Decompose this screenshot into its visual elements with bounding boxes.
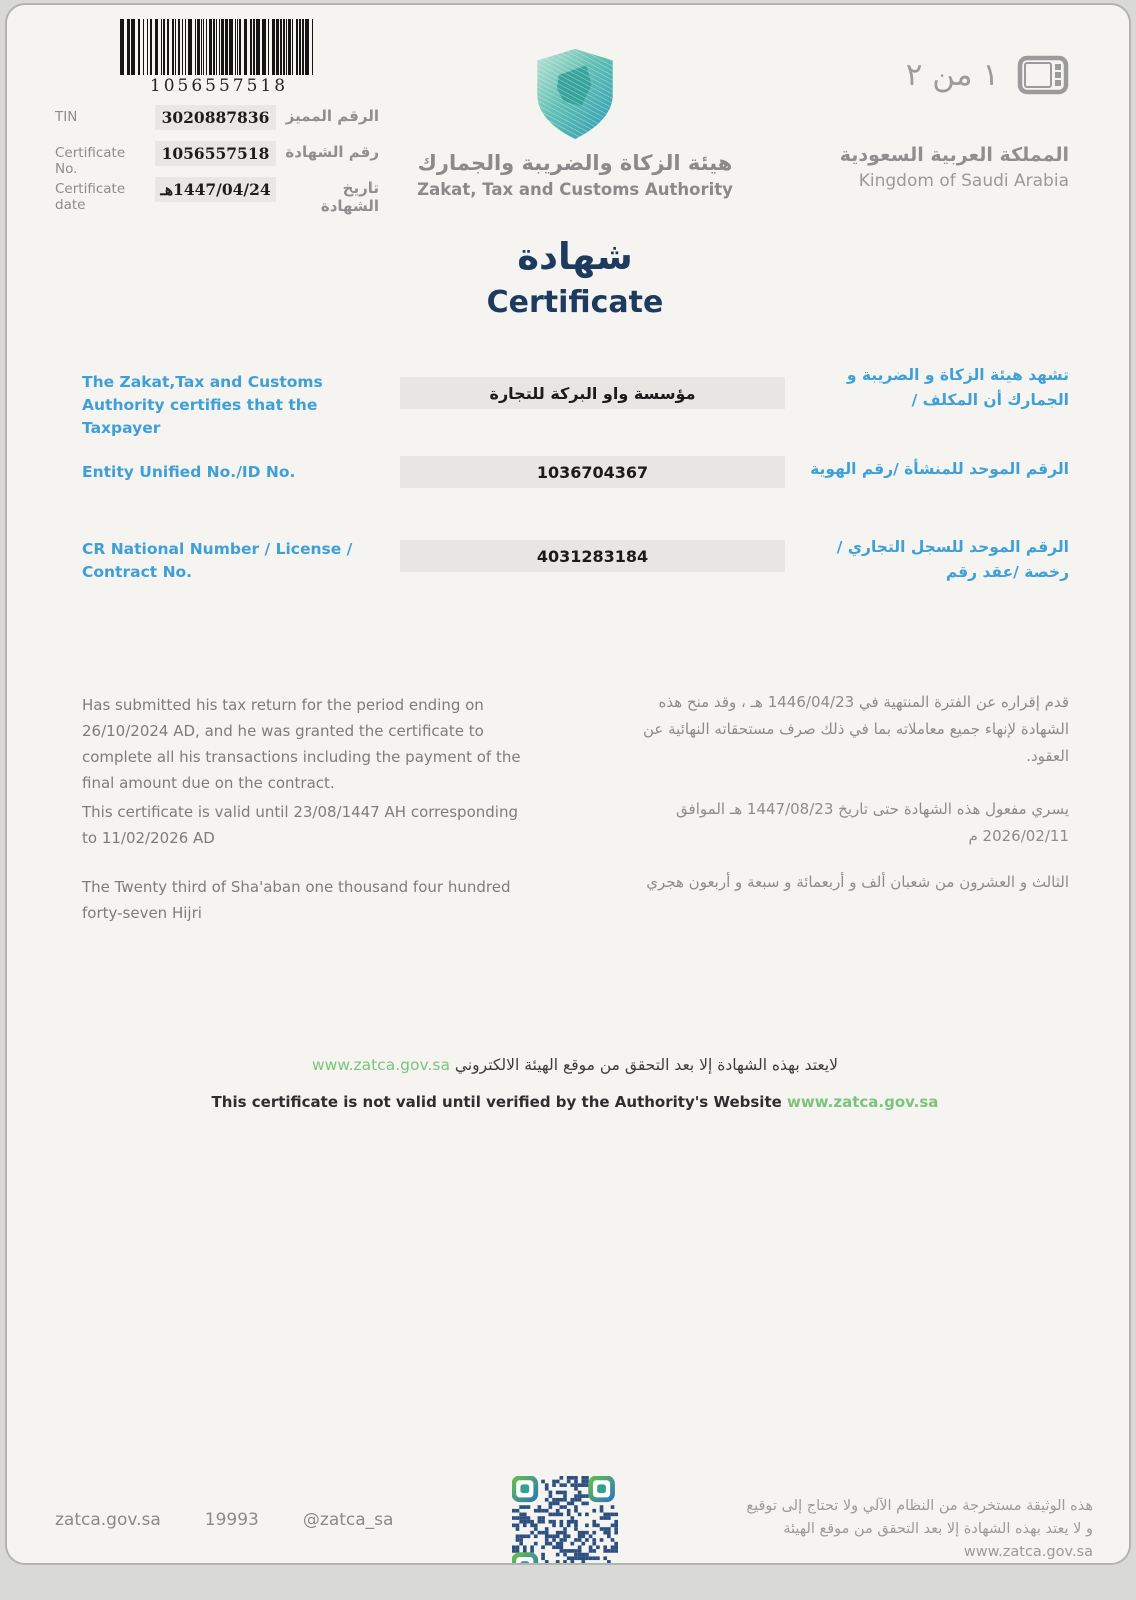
certificate-no-label: Certificate No. <box>55 145 126 177</box>
cr-national-number-label-ar: الرقم الموحد للسجل التجاري / رخصة /عقد رقم <box>836 538 1069 581</box>
certificate-date-label: Certificate date <box>55 181 126 213</box>
certificate-date-value-box <box>155 177 276 202</box>
verification-text-ar: لايعتد بهذه الشهادة إلا بعد التحقق من موقع الهيئة الالكتروني <box>454 1056 839 1074</box>
certificate-title-english: Certificate <box>486 285 664 320</box>
paragraph-en-tax-return: Has submitted his tax return for the period ending on 26/10/2024 AD, and he was granted the certificate to complete all his transactions including the payment of the final amount due on the contract. <box>82 696 521 792</box>
paragraph-ar-tax-return: قدم إقراره عن الفترة المنتهية في 1446/04/23 هـ ، وقد منح هذه الشهادة لإنهاء جميع معاملاته بما في ذلك صرف مستحقاته النهائية عن العقود. <box>643 693 1069 765</box>
paragraph-en-hijri-date: The Twenty third of Sha'aban one thousand four hundred forty-seven Hijri <box>82 878 511 922</box>
zatca-website-link[interactable]: www.zatca.gov.sa <box>311 1056 450 1074</box>
cr-national-number-label-en: CR National Number / License / Contract No. <box>82 540 353 581</box>
certificate-card <box>5 3 1131 1565</box>
kingdom-name-arabic: المملكة العربية السعودية <box>839 144 1069 166</box>
cr-national-number-value: 4031283184 <box>536 546 649 566</box>
taxpayer-label-en: The Zakat,Tax and Customs Authority certifies that the Taxpayer <box>82 373 323 437</box>
certificate-date-value: 1447/04/24هـ <box>160 180 271 199</box>
taxpayer-value-box <box>400 377 785 409</box>
tin-label-ar: الرقم المميز <box>285 107 379 125</box>
certificate-no-value-box <box>155 141 276 166</box>
entity-unified-no-value-box <box>400 456 785 488</box>
footer-social-handle: @zatca_sa <box>302 1510 394 1530</box>
tin-value: 3020887836 <box>161 108 270 127</box>
org-name-english: Zakat, Tax and Customs Authority <box>417 180 733 199</box>
taxpayer-label-ar: تشهد هيئة الزكاة و الضريبة و الجمارك أن المكلف / <box>846 366 1069 409</box>
barcode-number: 1056557518 <box>149 76 289 96</box>
paragraph-ar-hijri-date: الثالث و العشرون من شعبان ألف و أربعمائة و سبعة و أربعون هجري <box>646 873 1069 891</box>
tin-label: TIN <box>55 109 78 125</box>
verification-line-english <box>7 1093 1131 1111</box>
footer-website: zatca.gov.sa <box>55 1510 161 1530</box>
org-name-arabic: هيئة الزكاة والضريبة والجمارك <box>417 151 733 175</box>
paragraph-ar-validity: يسري مفعول هذه الشهادة حتى تاريخ 1447/08/23 هـ الموافق 2026/02/11 م <box>676 800 1069 845</box>
footer-note-line: هذه الوثيقة مستخرجة من النظام الآلي ولا تحتاج إلى توقيع <box>746 1498 1093 1514</box>
page-indicator-text: ١ من ٢ <box>905 57 999 93</box>
certificate-no-value: 1056557518 <box>161 144 270 163</box>
tin-value-box <box>155 105 276 130</box>
certificate-no-label-ar: رقم الشهادة <box>285 143 379 161</box>
entity-unified-no-label-ar: الرقم الموحد للمنشأة /رقم الهوية <box>810 460 1069 478</box>
zatca-website-link-en[interactable]: www.zatca.gov.sa <box>787 1093 939 1111</box>
footer-phone: 19993 <box>204 1510 259 1530</box>
entity-unified-no-label-en: Entity Unified No./ID No. <box>82 463 296 481</box>
footer-contact <box>55 1510 393 1530</box>
kingdom-name-english: Kingdom of Saudi Arabia <box>858 171 1069 191</box>
barcode <box>120 19 318 75</box>
certificate-date-label-ar: تاريخ الشهادة <box>320 179 379 215</box>
footer-note-line: www.zatca.gov.sa <box>963 1544 1093 1560</box>
cr-national-number-value-box <box>400 540 785 572</box>
verification-text-en: This certificate is not valid until verified by the Authority's Website <box>211 1093 782 1111</box>
footer-note-line: و لا يعتد بهذه الشهادة إلا بعد التحقق من موقع الهيئة <box>783 1521 1093 1537</box>
qr-code <box>512 1476 618 1565</box>
certificate-title-arabic: شهادة <box>517 235 633 278</box>
entity-unified-no-value: 1036704367 <box>536 462 649 482</box>
footer-note-arabic <box>695 1495 1093 1564</box>
paragraph-en-validity: This certificate is valid until 23/08/1447 AH corresponding to 11/02/2026 AD <box>82 803 518 847</box>
page-indicator <box>837 55 1069 95</box>
verification-line-arabic <box>7 1056 1131 1074</box>
zatca-logo-icon <box>534 47 616 141</box>
taxpayer-name-value: مؤسسة واو البركة للتجارة <box>489 383 696 403</box>
pages-icon <box>1017 55 1069 95</box>
